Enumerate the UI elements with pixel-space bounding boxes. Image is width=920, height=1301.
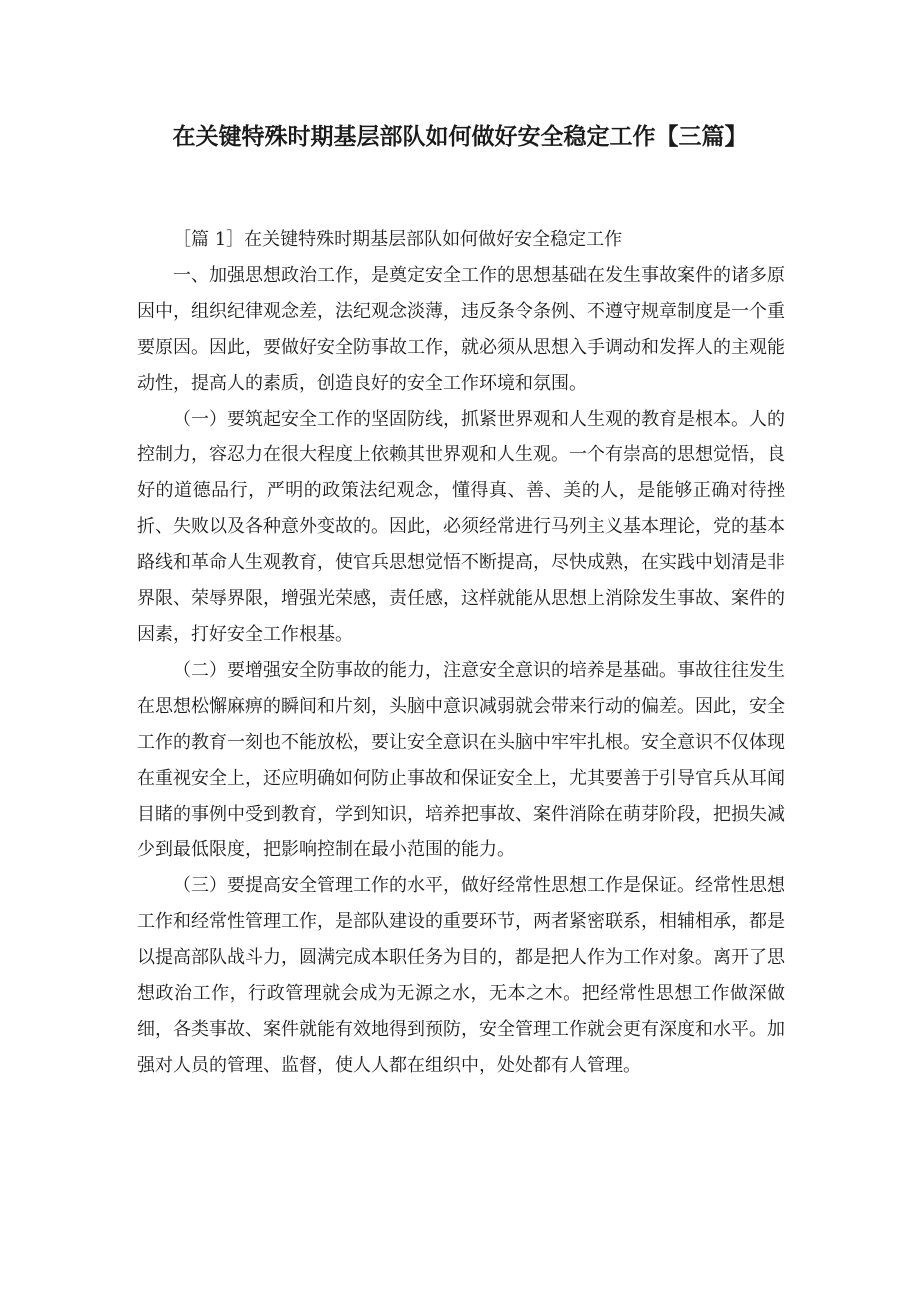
paragraph-3: （二）要增强安全防事故的能力，注意安全意识的培养是基础。事故往往发生在思想松懈麻痹的瞬间和片刻，头脑中意识减弱就会带来行动的偏差。因此，安全工作的教育一刻也不能放松，要让安全意识在头脑中牢牢扎根。安全意识不仅体现在重视安全上，还应明确如何防止事故和保证安全上，尤其要善于引导官兵从耳闻目睹的事例中受到教育，学到知识，培养把事故、案件消除在萌芽阶段，把损失减少到最低限度，把影响控制在最小范围的能力。 xyxy=(137,659,785,861)
document-body xyxy=(137,222,785,1084)
document-title: 在关键特殊时期基层部队如何做好安全稳定工作【三篇】 xyxy=(172,124,748,150)
section-heading: ［篇 1］在关键特殊时期基层部队如何做好安全稳定工作 xyxy=(173,229,623,250)
paragraph-2: （一）要筑起安全工作的坚固防线，抓紧世界观和人生观的教育是根本。人的控制力，容忍力在很大程度上依赖其世界观和人生观。一个有崇高的思想觉悟，良好的道德品行，严明的政策法纪观念，懂得真、善、美的人，是能够正确对待挫折、失败以及各种意外变故的。因此，必须经常进行马列主义基本理论，党的基本路线和革命人生观教育，使官兵思想觉悟不断提高，尽快成熟，在实践中划清是非界限、荣辱界限，增强光荣感，责任感，这样就能从思想上消除发生事故、案件的因素，打好安全工作根基。 xyxy=(137,408,785,645)
paragraph-1: 一、加强思想政治工作，是奠定安全工作的思想基础在发生事故案件的诸多原因中，组织纪律观念差，法纪观念淡薄，违反条令条例、不遵守规章制度是一个重要原因。因此，要做好安全防事故工作，就必须从思想入手调动和发挥人的主观能动性，提高人的素质，创造良好的安全工作环境和氛围。 xyxy=(137,264,785,394)
paragraph-4: （三）要提高安全管理工作的水平，做好经常性思想工作是保证。经常性思想工作和经常性管理工作，是部队建设的重要环节，两者紧密联系，相辅相承，都是以提高部队战斗力，圆满完成本职任务为目的，都是把人作为工作对象。离开了思想政治工作，行政管理就会成为无源之水，无本之木。把经常性思想工作做深做细，各类事故、案件就能有效地得到预防，安全管理工作就会更有深度和水平。加强对人员的管理、监督，使人人都在组织中，处处都有人管理。 xyxy=(137,875,785,1076)
